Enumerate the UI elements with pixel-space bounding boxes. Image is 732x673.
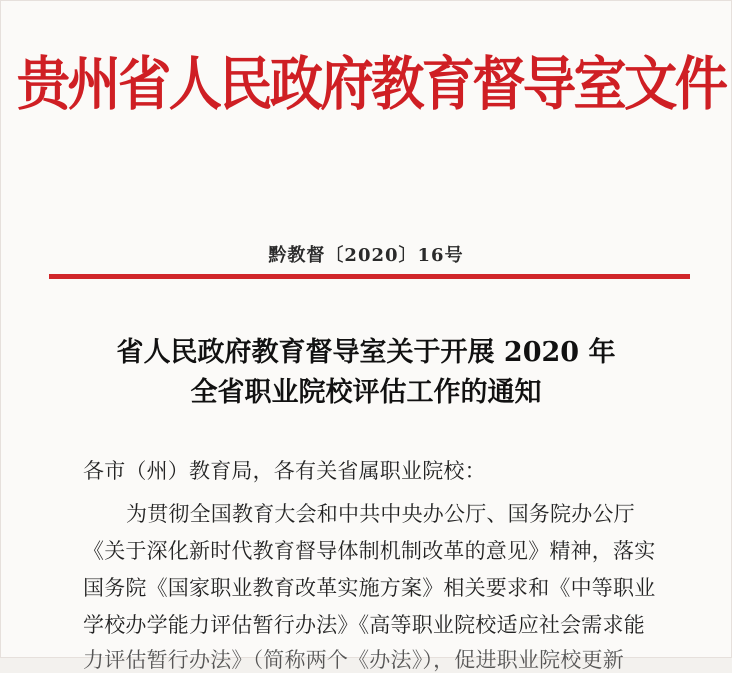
- document-number: 黔教督〔2020〕16号: [268, 245, 464, 266]
- issuer-header-title: 贵州省人民政府教育督导室文件: [16, 50, 726, 118]
- notice-title-line-1: 省人民政府教育督导室关于开展 2020 年: [116, 337, 616, 368]
- body-line-2: 《关于深化新时代教育督导体制机制改革的意见》精神，落实: [83, 539, 656, 563]
- body-line-5-partial: 力评估暂行办法》（简称两个《办法》），促进职业院校更新: [83, 648, 624, 672]
- body-line-4: 学校办学能力评估暂行办法》《高等职业院校适应社会需求能: [83, 613, 645, 637]
- body-line-1: 为贯彻全国教育大会和中共中央办公厅、国务院办公厅: [126, 502, 635, 526]
- red-divider: [49, 274, 690, 279]
- notice-title-line-2: 全省职业院校评估工作的通知: [190, 377, 542, 408]
- body-line-3: 国务院《国家职业教育改革实施方案》相关要求和《中等职业: [83, 576, 656, 600]
- salutation: 各市（州）教育局，各有关省属职业院校：: [83, 459, 486, 483]
